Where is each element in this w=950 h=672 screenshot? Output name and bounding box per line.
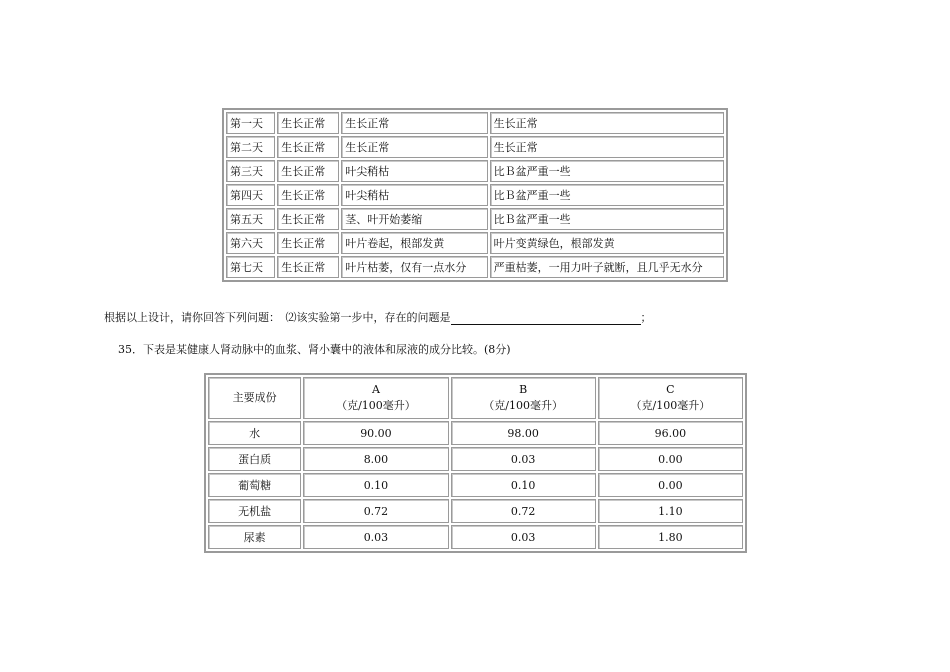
col-unit: （克/100毫升） (630, 399, 711, 412)
group-b-cell: 叶片枯萎，仅有一点水分 (341, 256, 487, 278)
group-b-cell: 茎、叶开始萎缩 (341, 208, 487, 230)
col-name: B (519, 383, 528, 396)
table-row (208, 499, 743, 523)
value-a-cell: 0.03 (303, 525, 448, 549)
group-a-cell: 生长正常 (277, 112, 339, 134)
value-a-cell: 0.10 (303, 473, 448, 497)
value-c-cell: 0.00 (598, 447, 743, 471)
component-cell: 蛋白质 (208, 447, 301, 471)
table-row (226, 160, 724, 182)
question-end: ； (640, 311, 652, 324)
group-c-cell: 生长正常 (490, 112, 724, 134)
group-a-cell: 生长正常 (277, 184, 339, 206)
day-cell: 第五天 (226, 208, 275, 230)
header-label: 主要成份 (208, 377, 301, 419)
value-b-cell: 0.03 (451, 525, 596, 549)
header-col-c (598, 377, 743, 419)
value-b-cell: 0.10 (451, 473, 596, 497)
component-cell: 葡萄糖 (208, 473, 301, 497)
table-row (226, 184, 724, 206)
day-cell: 第一天 (226, 112, 275, 134)
value-a-cell: 0.72 (303, 499, 448, 523)
component-cell: 水 (208, 421, 301, 445)
value-c-cell: 96.00 (598, 421, 743, 445)
table-row (208, 525, 743, 549)
question-line (104, 311, 652, 325)
table-row (226, 136, 724, 158)
table-row (208, 447, 743, 471)
group-a-cell: 生长正常 (277, 136, 339, 158)
composition-table (204, 373, 747, 553)
table-row (226, 232, 724, 254)
component-cell: 尿素 (208, 525, 301, 549)
header-col-a (303, 377, 448, 419)
group-c-cell: 比Ｂ盆严重一些 (490, 208, 724, 230)
value-b-cell: 98.00 (451, 421, 596, 445)
answer-blank[interactable] (451, 312, 641, 325)
group-a-cell: 生长正常 (277, 232, 339, 254)
value-a-cell: 8.00 (303, 447, 448, 471)
day-cell: 第六天 (226, 232, 275, 254)
question-text: 根据以上设计，请你回答下列问题： ⑵该实验第一步中，存在的问题是 (104, 311, 451, 324)
component-cell: 无机盐 (208, 499, 301, 523)
table-row (226, 208, 724, 230)
day-cell: 第三天 (226, 160, 275, 182)
col-name: C (666, 383, 675, 396)
table-row (208, 473, 743, 497)
group-c-cell: 生长正常 (490, 136, 724, 158)
group-c-cell: 叶片变黄绿色，根部发黄 (490, 232, 724, 254)
col-name: A (371, 383, 380, 396)
group-b-cell: 生长正常 (341, 136, 487, 158)
value-c-cell: 1.80 (598, 525, 743, 549)
value-c-cell: 0.00 (598, 473, 743, 497)
group-a-cell: 生长正常 (277, 208, 339, 230)
value-c-cell: 1.10 (598, 499, 743, 523)
group-a-cell: 生长正常 (277, 160, 339, 182)
group-b-cell: 叶尖稍枯 (341, 184, 487, 206)
value-b-cell: 0.72 (451, 499, 596, 523)
value-b-cell: 0.03 (451, 447, 596, 471)
day-cell: 第七天 (226, 256, 275, 278)
col-unit: （克/100毫升） (336, 399, 416, 412)
growth-observation-table (222, 108, 728, 282)
value-a-cell: 90.00 (303, 421, 448, 445)
day-cell: 第四天 (226, 184, 275, 206)
group-c-cell: 比Ｂ盆严重一些 (490, 184, 724, 206)
header-col-b (451, 377, 596, 419)
group-b-cell: 叶片卷起，根部发黄 (341, 232, 487, 254)
table-row (226, 112, 724, 134)
group-c-cell: 严重枯萎，一用力叶子就断，且几乎无水分 (490, 256, 724, 278)
table-header-row (208, 377, 743, 419)
table-row (226, 256, 724, 278)
group-b-cell: 叶尖稍枯 (341, 160, 487, 182)
group-b-cell: 生长正常 (341, 112, 487, 134)
group-c-cell: 比Ｂ盆严重一些 (490, 160, 724, 182)
table-row (208, 421, 743, 445)
question-35: 35．下表是某健康人肾动脉中的血浆、肾小囊中的液体和尿液的成分比较。(8分) (118, 343, 511, 356)
day-cell: 第二天 (226, 136, 275, 158)
col-unit: （克/100毫升） (483, 399, 563, 412)
group-a-cell: 生长正常 (277, 256, 339, 278)
